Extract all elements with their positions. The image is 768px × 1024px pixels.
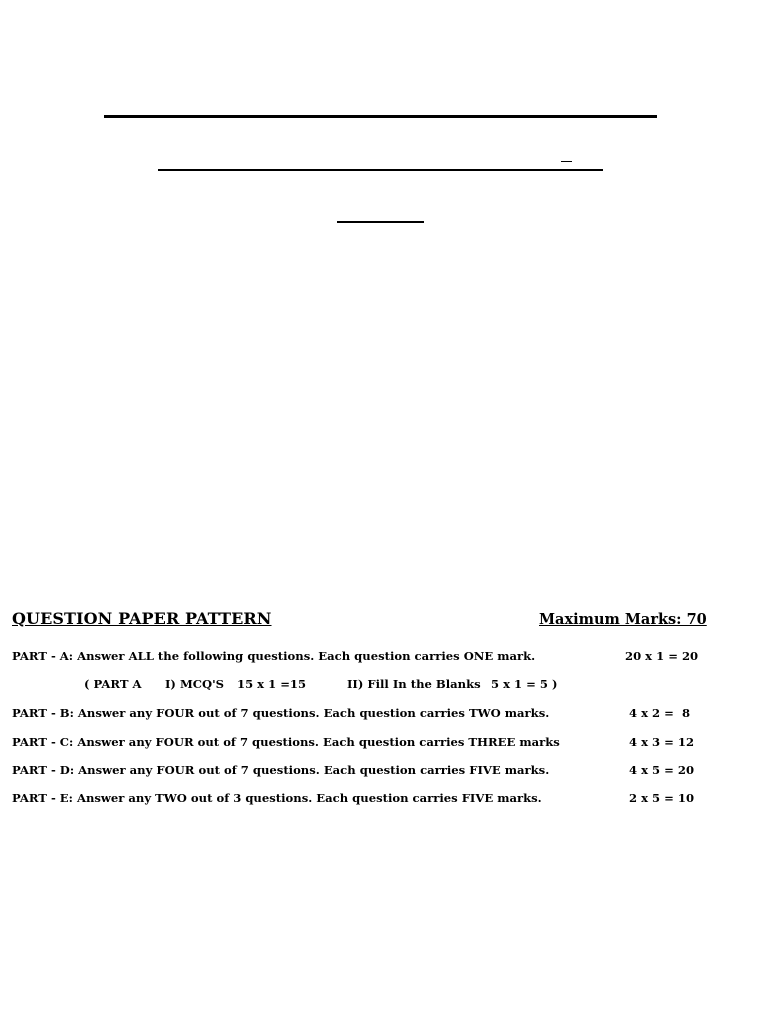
header-rule-short	[337, 221, 424, 223]
header-rule-middle	[158, 169, 603, 171]
pattern-title: QUESTION PAPER PATTERN	[12, 609, 272, 628]
maximum-marks: Maximum Marks: 70	[539, 611, 707, 628]
part-b-text: PART - B: Answer any FOUR out of 7 questions. Each question carries TWO marks.	[12, 706, 550, 720]
part-e-marks: 2 x 5 = 10	[629, 791, 695, 805]
part-d-marks: 4 x 5 = 20	[629, 763, 695, 777]
part-c-marks: 4 x 3 = 12	[629, 735, 695, 749]
part-b-marks: 4 x 2 = 8	[629, 706, 691, 720]
part-a-text: PART - A: Answer ALL the following questions. Each question carries ONE mark.	[12, 649, 536, 663]
part-d-text: PART - D: Answer any FOUR out of 7 questions. Each question carries FIVE marks.	[12, 763, 550, 777]
header-rule-top	[104, 115, 657, 118]
header-dash-mark	[561, 161, 572, 162]
part-a-open: ( PART A	[84, 677, 142, 691]
part-a-mcq-marks: 15 x 1 =15	[237, 677, 307, 691]
part-a-fill-label: II) Fill In the Blanks	[347, 677, 481, 691]
part-a-fill-marks: 5 x 1 = 5 )	[491, 677, 558, 691]
part-a-mcq-label: I) MCQ'S	[165, 677, 225, 691]
part-a-marks: 20 x 1 = 20	[625, 649, 699, 663]
part-c-text: PART - C: Answer any FOUR out of 7 questions. Each question carries THREE marks	[12, 735, 560, 749]
part-e-text: PART - E: Answer any TWO out of 3 questions. Each question carries FIVE marks.	[12, 791, 542, 805]
